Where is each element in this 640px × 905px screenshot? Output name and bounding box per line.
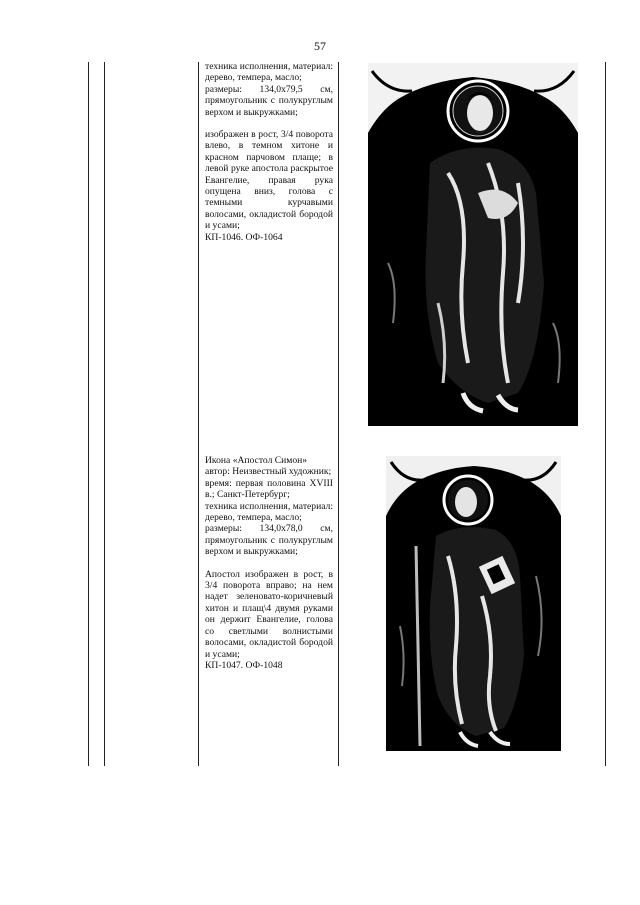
- entry2-line: техника исполнения, материал: дерево, темпера, масло;: [205, 500, 333, 524]
- apostle-figure-1-icon: [368, 63, 578, 426]
- entry2-inventory: КП-1047. ОФ-1048: [205, 659, 283, 671]
- table-border-left: [88, 62, 89, 766]
- column-divider-1: [104, 62, 105, 766]
- entry2-title: Икона «Апостол Симон»: [205, 455, 308, 466]
- entry2-text: [205, 455, 333, 671]
- entry1-line: размеры: 134,0х79,5 см, прямоугольник с полукруглым верхом и выкружками;: [205, 83, 333, 118]
- icon-image-apostle-1: [368, 63, 578, 426]
- icon-image-apostle-simon: [386, 456, 561, 751]
- entry2-line: время: первая половина XVIII в.; Санкт-Петербург;: [205, 477, 333, 501]
- page-number: 57: [314, 39, 326, 53]
- entry1-inventory: КП-1046. ОФ-1064: [205, 231, 283, 243]
- entry2-line: автор: Неизвестный художник;: [205, 466, 332, 478]
- entry1-text: [205, 61, 333, 243]
- entry2-line: размеры: 134,0х78,0 см, прямоугольник с полукруглым верхом и выкружками;: [205, 523, 333, 558]
- entry1-description: изображен в рост, 3/4 поворота влево, в темном хитоне и красном парчовом плаще; в левой руке апостола раскрытое Евангелие, правая рука опущена вниз, голова с темными курчавыми волосами, окладистой бородой и усами;: [205, 129, 333, 232]
- column-divider-2: [198, 62, 199, 766]
- entry1-line: техника исполнения, материал: дерево, темпера, масло;: [205, 61, 333, 84]
- entry2-description: Апостол изображен в рост, в 3/4 поворота вправо; на нем надет зеленовато-коричневый хитон и плащ\4 двумя руками он держит Евангелие, голова со светлыми волнистыми волосами, окладистой бородой и усами;: [205, 568, 333, 660]
- apostle-figure-2-icon: [386, 456, 561, 751]
- column-divider-3: [338, 62, 339, 766]
- table-border-right: [605, 62, 606, 766]
